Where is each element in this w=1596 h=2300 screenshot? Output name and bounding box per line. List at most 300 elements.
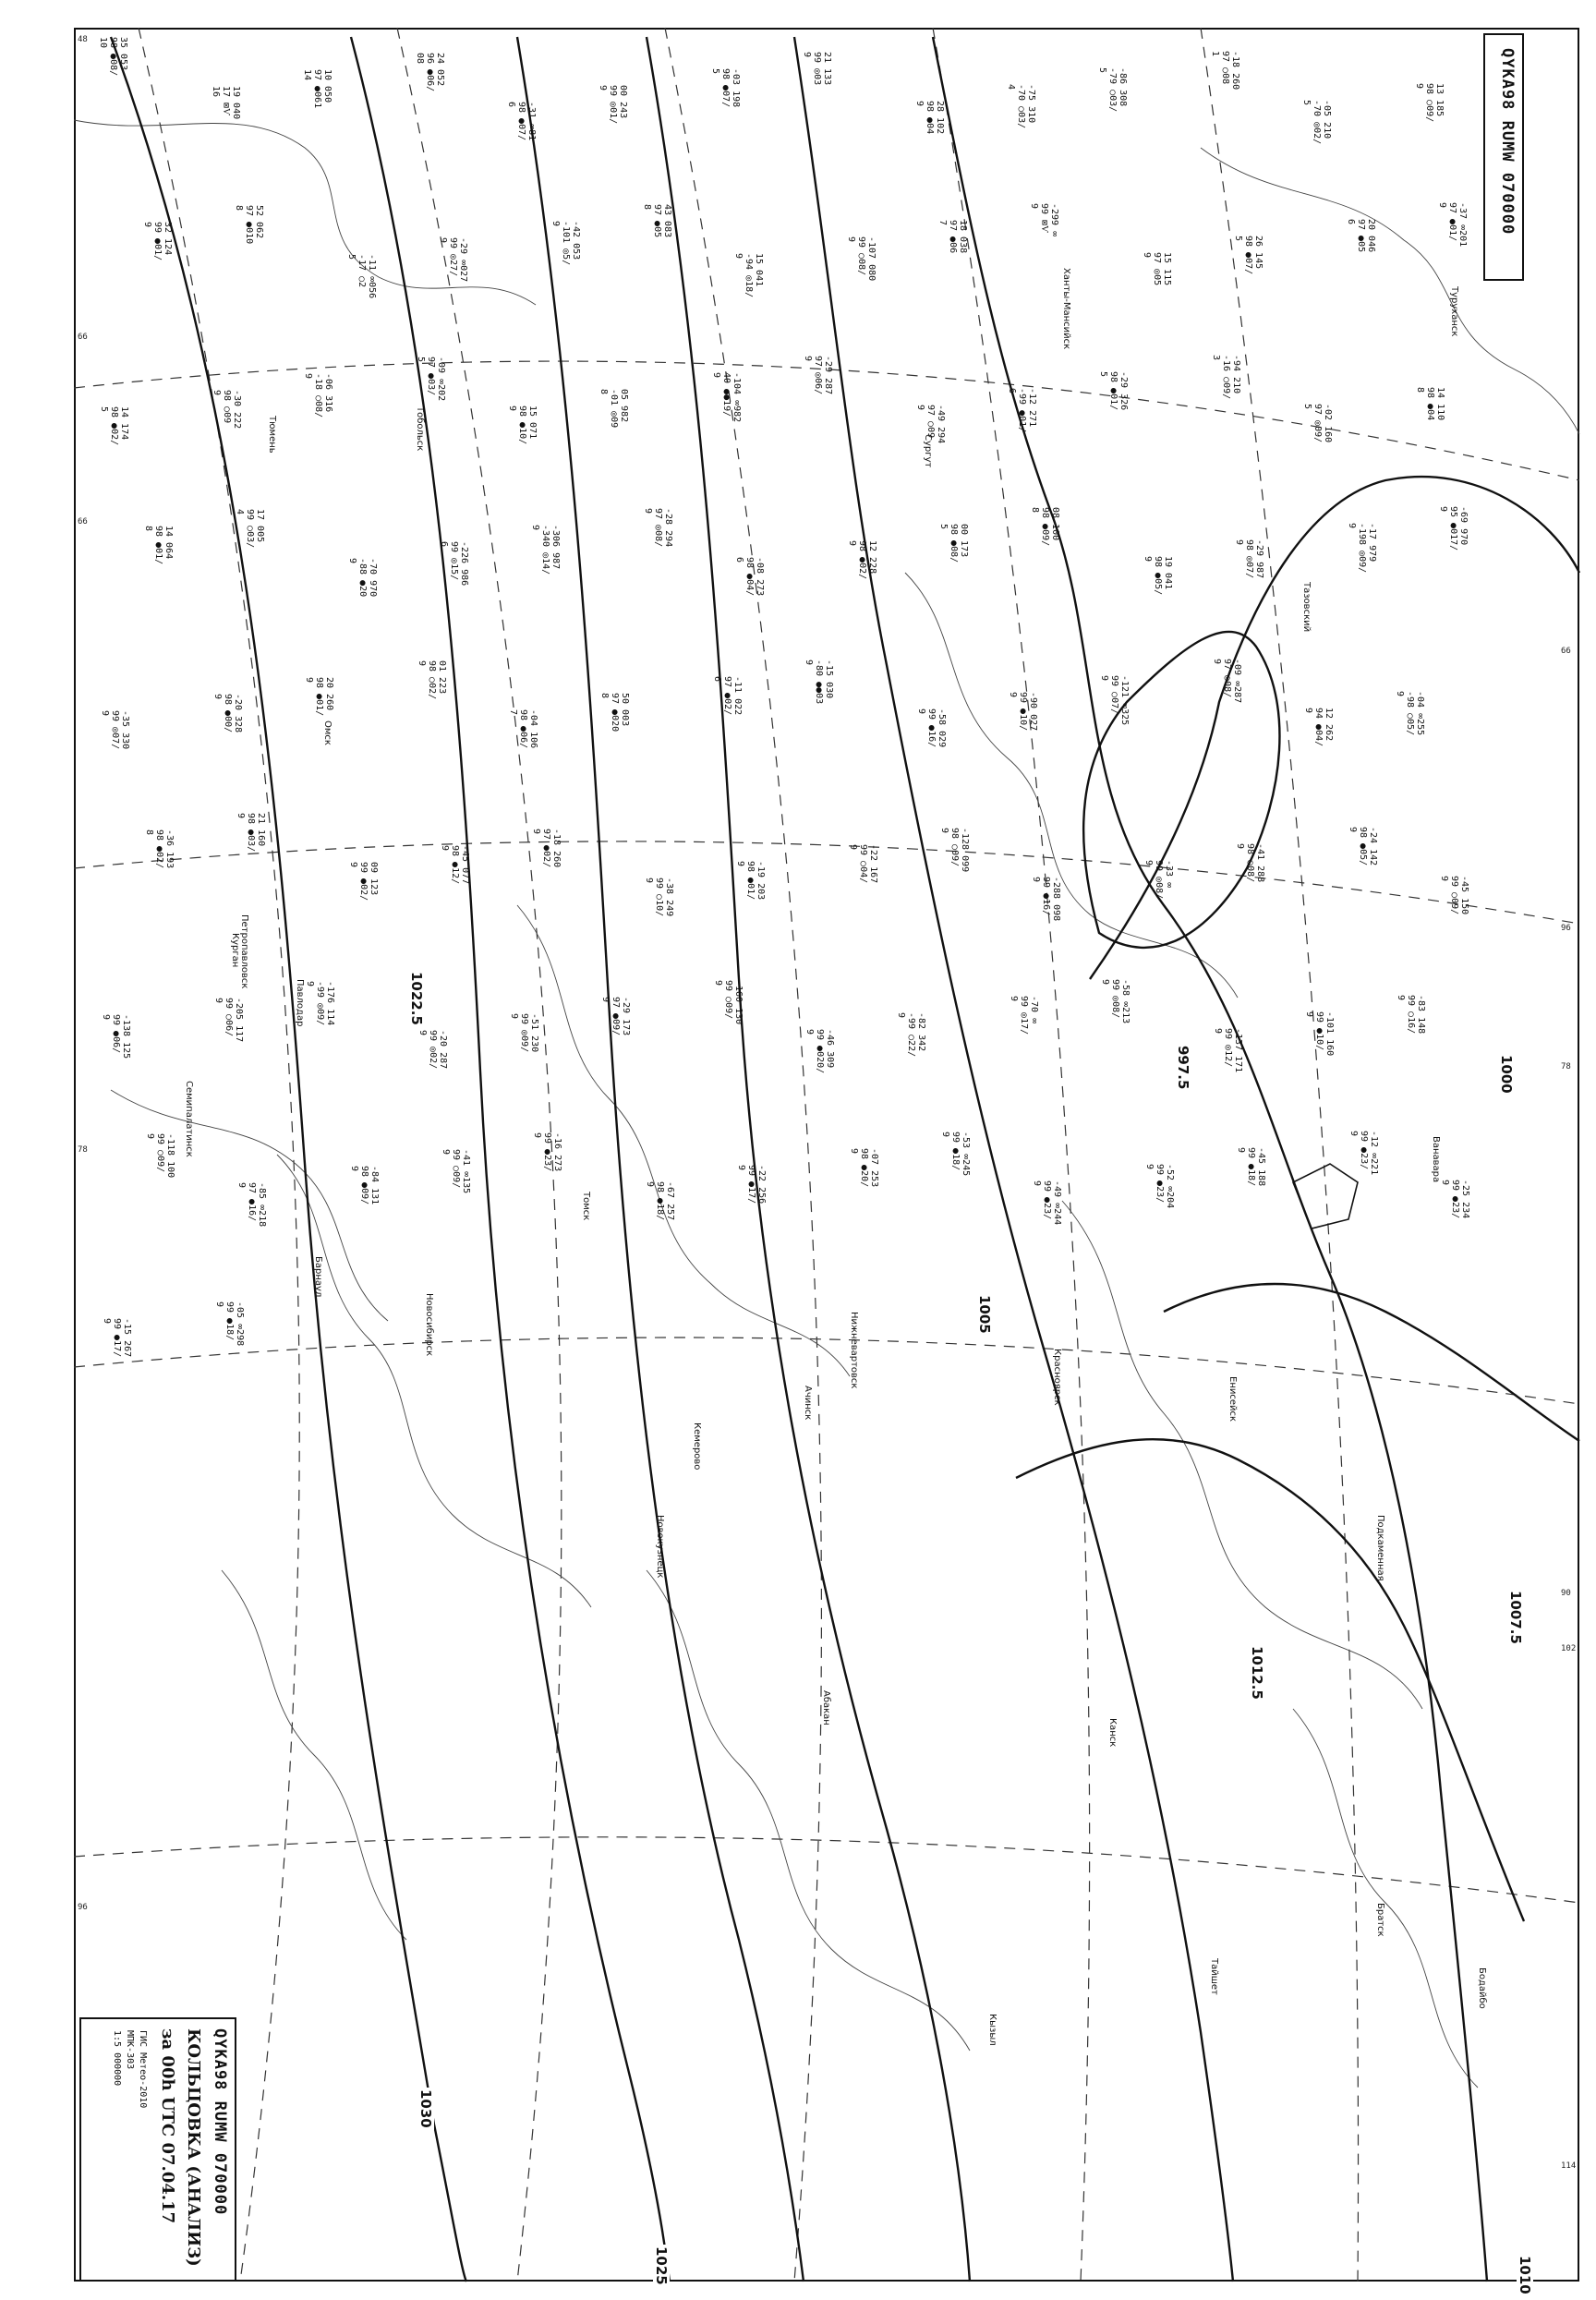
station-line: 9 — [1144, 1164, 1155, 1170]
city-label: Семипалатинск — [184, 1081, 194, 1157]
station-line: 9 — [1031, 877, 1041, 883]
station-plot — [439, 541, 469, 586]
station-line: -83 148 — [1416, 995, 1426, 1035]
station-line: 99 ●02/ — [358, 862, 369, 902]
station-line: 5 — [416, 357, 426, 363]
grid-number: 90 — [1561, 1589, 1571, 1598]
station-line: -29 173 — [621, 997, 631, 1036]
station-line: -98 ○05/ — [1405, 691, 1415, 736]
station-line: -70 ○03/ — [1016, 84, 1026, 129]
city-label: Абакан — [821, 1690, 831, 1725]
station-line: 97 ●05 — [652, 204, 662, 238]
station-line: 19 040 — [231, 86, 241, 120]
city-label: Канск — [1107, 1718, 1118, 1748]
station-line: 99 ●16/ — [926, 708, 937, 748]
station-line: 21 160 — [256, 813, 266, 847]
station-line: 15 041 — [754, 253, 764, 287]
station-line: 9 — [1396, 995, 1406, 1001]
station-plot — [236, 1182, 267, 1227]
station-line: 9 — [145, 1133, 155, 1140]
city-label: Бодайбо — [1477, 1967, 1487, 2009]
station-line: 9 — [1029, 203, 1039, 210]
station-line: -04 106 — [528, 709, 538, 749]
title-time: за 00h UTC 07.04.17 — [158, 2028, 177, 2224]
station-plot — [144, 829, 175, 868]
station-plot — [1213, 1028, 1243, 1072]
station-plot — [99, 406, 129, 445]
station-line: -160 130 — [733, 980, 744, 1025]
station-line: -58 029 — [937, 708, 947, 748]
station-line: 99 ●17/ — [746, 1165, 756, 1204]
station-line: 16 — [211, 86, 221, 98]
station-line: -94 210 — [1231, 355, 1241, 394]
station-line: -29 987 — [1254, 539, 1264, 579]
station-line: 8 — [1030, 507, 1040, 514]
station-line: 97 ●02/ — [541, 829, 551, 868]
station-line: -22 167 — [868, 844, 878, 884]
station-line: 9 — [804, 1029, 815, 1035]
station-line: -288 098 — [1051, 877, 1061, 922]
station-line: -17 979 — [1367, 523, 1377, 563]
station-line: -04 ∞255 — [1415, 691, 1425, 736]
station-line: 97 ◎05 — [1152, 252, 1162, 286]
station-line: 1 — [1210, 51, 1220, 57]
station-line: 98 ●00/ — [223, 694, 233, 733]
station-line: -52 ∞204 — [1165, 1164, 1175, 1209]
station-plot — [1212, 659, 1242, 703]
station-line: 98 ●08/ — [108, 37, 118, 77]
station-line: 9 — [347, 558, 357, 564]
station-line: 9 — [735, 861, 745, 867]
station-line: -58 ∞213 — [1120, 979, 1130, 1024]
header-code-box — [1483, 33, 1524, 281]
station-line: 9 — [1438, 506, 1448, 513]
station-line: 17 005 — [255, 509, 265, 543]
station-line: 8 — [598, 389, 609, 395]
station-line: -70 970 — [368, 558, 378, 598]
grid-number: 78 — [78, 1145, 88, 1155]
station-line: 99 ◎01/ — [608, 85, 618, 125]
station-line: 97 ●01/ — [1447, 202, 1457, 242]
station-line: 9 — [550, 221, 561, 227]
station-plot — [1395, 691, 1425, 735]
station-line: 99 ○09/ — [723, 980, 733, 1020]
station-line: -22 256 — [756, 1165, 767, 1204]
station-line: 9 — [440, 845, 450, 852]
station-line: 98 ○09 — [222, 390, 232, 424]
station-line: 08 — [415, 53, 425, 65]
station-line: 9 — [914, 101, 925, 107]
station-line: 9 — [1304, 1011, 1314, 1018]
station-line: 9 — [304, 677, 314, 684]
station-plot — [235, 509, 265, 548]
station-line: 3 — [1211, 355, 1221, 361]
station-line: -18 260 — [551, 829, 562, 868]
station-line: -101 ◎5/ — [561, 221, 571, 266]
station-line: -19 203 — [756, 861, 766, 901]
city-label: Новокузнецк — [655, 1515, 665, 1579]
station-plot — [599, 693, 630, 732]
station-line: -20 328 — [233, 694, 243, 733]
station-line: -94 ◎18/ — [744, 253, 754, 298]
station-line: -340 ◎14/ — [540, 525, 550, 575]
station-line: 10 — [98, 37, 108, 49]
station-plot — [302, 69, 332, 108]
station-line: 9 — [1414, 83, 1424, 90]
station-line: 9 — [803, 356, 813, 362]
station-line: 99 ●23/ — [1042, 1180, 1052, 1220]
station-line: 97 ●03/ — [426, 357, 436, 396]
station-line: 9 — [531, 829, 541, 835]
station-line: 98 ●01/ — [153, 526, 163, 565]
station-plot — [712, 676, 743, 715]
station-plot — [441, 1149, 471, 1193]
station-line: -31 ∞81 — [526, 102, 537, 141]
station-line: -02 160 — [1323, 404, 1333, 443]
station-line: 9 — [102, 1318, 112, 1325]
station-plot — [598, 85, 628, 124]
isobar-line — [1016, 1439, 1524, 1921]
station-line: 7 — [937, 220, 948, 226]
station-line: 99 ○08/ — [856, 236, 866, 276]
station-line: 5 — [938, 524, 949, 530]
station-line: 9 — [713, 980, 723, 987]
isobar-label: 1000 — [1498, 1055, 1515, 1094]
station-line: 97 ◎08/ — [653, 508, 663, 548]
station-line: 5 — [1301, 100, 1312, 106]
station-line: 12 262 — [1324, 708, 1334, 742]
station-line: -85 ∞218 — [257, 1182, 267, 1228]
station-line: 9 — [1439, 876, 1449, 882]
station-line: -45 150 — [1459, 876, 1469, 915]
station-plot — [1099, 675, 1130, 725]
station-line: 5 — [1233, 236, 1243, 242]
station-plot — [642, 204, 672, 237]
station-line: 9 — [349, 1166, 359, 1172]
station-line: 9 — [305, 981, 315, 987]
station-line: 97 ◎08/ — [1222, 659, 1232, 698]
station-plot — [710, 68, 741, 107]
station-line: 98 ●08/ — [949, 524, 959, 563]
station-line: 99 ●18/ — [950, 1132, 961, 1171]
station-line: 05 982 — [619, 389, 629, 423]
city-label: Омск — [322, 720, 332, 745]
station-line: 99 ●01/ — [152, 222, 163, 261]
station-plot — [508, 709, 538, 748]
city-label: Тайшет — [1209, 1958, 1219, 1995]
station-line: 9 — [532, 1132, 542, 1139]
station-line: 98 ●02/ — [154, 829, 164, 869]
station-line: 28 102 — [935, 101, 945, 135]
station-line: -11 022 — [732, 676, 743, 716]
station-plot — [1143, 556, 1173, 595]
station-line: -06 316 — [323, 373, 333, 413]
station-line: 32 124 — [163, 222, 173, 256]
station-line: -90 027 — [1028, 692, 1038, 732]
station-line: 14 174 — [119, 406, 129, 441]
station-line: -205 117 — [234, 998, 244, 1043]
station-line: -28 294 — [663, 508, 673, 548]
station-line: -198 ◎09/ — [1357, 523, 1367, 574]
station-line: 99 ◎15/ — [449, 541, 459, 581]
city-label: Красноярск — [1052, 1349, 1062, 1406]
station-line: 6 — [1346, 219, 1356, 225]
station-line: 9 — [916, 708, 926, 715]
station-line: -18 260 — [1230, 51, 1240, 91]
station-line: 9 — [1437, 202, 1447, 209]
station-line: 9 — [530, 525, 540, 531]
station-line: 9 — [214, 1301, 224, 1308]
station-plot — [304, 677, 334, 716]
station-plot — [346, 254, 377, 298]
station-line: -53 ∞245 — [961, 1132, 971, 1177]
station-line: 99 ◎17/ — [1019, 996, 1029, 1035]
station-line: 6 — [506, 102, 516, 108]
station-line: -07 253 — [869, 1148, 879, 1188]
city-label: Нижневартовск — [849, 1312, 859, 1389]
isobar-label: 1005 — [976, 1295, 993, 1334]
station-plot — [143, 526, 174, 564]
header-code: QYKA98 RUMW 070000 — [1498, 48, 1517, 236]
station-line: 9 — [1236, 1147, 1246, 1154]
station-line: 98 ●04/ — [744, 557, 755, 597]
station-line: 9 — [236, 813, 246, 819]
station-line: 98 ●18/ — [655, 1181, 665, 1221]
station-plot — [234, 205, 264, 244]
station-line: 8 — [234, 205, 244, 212]
city-label: Братск — [1375, 1903, 1385, 1937]
station-line: 9 — [643, 508, 653, 514]
station-line: 98 ○08/ — [1245, 843, 1255, 883]
station-line: 9 — [348, 862, 358, 868]
station-line: -15 267 — [122, 1318, 132, 1358]
station-line: 98 ○02/ — [427, 660, 437, 700]
station-line: -79 ○03/ — [1107, 67, 1118, 113]
station-line: 99 ●16/ — [1041, 877, 1051, 916]
station-plot — [914, 101, 945, 134]
station-line: -01 ◎09 — [609, 389, 619, 429]
station-line: 9 — [1100, 979, 1110, 986]
station-line: 98 ●10/ — [517, 406, 527, 445]
station-line: 50 003 — [620, 693, 630, 727]
station-plot — [1211, 355, 1241, 399]
station-line: 98 ○09/ — [949, 828, 960, 867]
station-line: 8 — [642, 204, 652, 211]
station-line: -128 099 — [960, 828, 970, 873]
station-line: 9 — [1212, 659, 1222, 665]
station-line: -82 342 — [916, 1012, 926, 1052]
station-line: -107 080 — [866, 236, 877, 282]
isobar-label: 997.5 — [1175, 1046, 1191, 1090]
station-line: 4 — [235, 509, 245, 515]
station-line: 15 115 — [1162, 252, 1172, 286]
station-line: -101 160 — [1324, 1011, 1335, 1057]
station-line: -99 ◎09/ — [315, 981, 325, 1026]
station-line: 99 ◎27/ — [448, 237, 458, 277]
station-line: 99 ○06/ — [224, 998, 234, 1037]
station-plot — [645, 1181, 675, 1220]
station-line: 99 ◎12/ — [1223, 1028, 1233, 1068]
station-plot — [438, 237, 468, 282]
station-plot — [938, 524, 969, 563]
station-line: 9 — [1347, 523, 1357, 529]
station-line: 00 243 — [618, 85, 628, 119]
grid-number: 66 — [1561, 647, 1571, 656]
station-line: 98 ●07/ — [1243, 236, 1253, 275]
station-line: -35 330 — [120, 710, 130, 750]
station-plot — [100, 710, 130, 749]
station-line: 94 ●04/ — [1313, 708, 1324, 747]
station-plot — [1143, 860, 1174, 899]
isobar-label: 1007.5 — [1507, 1591, 1524, 1644]
station-line: 9 — [849, 1148, 859, 1155]
station-plot — [713, 980, 744, 1024]
station-line: 9 — [1143, 860, 1154, 866]
station-plot — [733, 253, 764, 297]
station-line: 97 ●09/ — [611, 997, 621, 1036]
station-line: -25 234 — [1460, 1180, 1470, 1219]
station-line: 97 ●020 — [610, 693, 620, 732]
station-line: 09 123 — [369, 862, 379, 896]
station-plot — [102, 1318, 132, 1357]
station-line: 4 — [1006, 84, 1016, 91]
station-plot — [1210, 51, 1240, 90]
station-line: 9 — [847, 540, 857, 547]
station-plot — [236, 813, 266, 852]
station-line: 98 ●09/ — [1040, 507, 1050, 547]
station-line: 99 ○03/ — [245, 509, 255, 549]
station-plot — [211, 86, 241, 119]
station-plot — [101, 1014, 131, 1059]
city-label: Тюмень — [267, 416, 277, 454]
station-line: -88 ●20 — [357, 558, 368, 598]
station-line: -38 249 — [664, 878, 674, 917]
station-line: -37 ∞201 — [1457, 202, 1468, 248]
station-line: 99 ●10/ — [1314, 1011, 1324, 1051]
city-label: Петропавловск — [239, 914, 249, 989]
station-line: 97 ◎06/ — [813, 356, 823, 395]
isobar-label: 1030 — [417, 2089, 434, 2128]
station-plot — [1007, 388, 1037, 432]
station-line: -306 987 — [550, 525, 561, 570]
station-line: 97 ○09 — [925, 405, 936, 439]
station-line: 9 — [1235, 843, 1245, 850]
station-plot — [1396, 995, 1426, 1034]
station-line: 99 ●23/ — [1155, 1164, 1165, 1204]
city-label: Подкаменная — [1375, 1515, 1385, 1581]
station-line: 9 — [733, 253, 744, 260]
city-label: Ачинск — [803, 1386, 813, 1421]
title-name: КОЛЬЦОВКА (АНАЛИЗ) — [184, 2028, 203, 2267]
station-line: -16 ○09/ — [1221, 355, 1231, 400]
station-plot — [214, 1301, 245, 1346]
city-label: Кемерово — [692, 1422, 702, 1471]
city-label: Тобольск — [415, 406, 425, 452]
station-line: 9 — [1213, 1028, 1223, 1035]
station-line: 6 — [1007, 388, 1017, 394]
station-line: 98 ●05/ — [1153, 556, 1163, 596]
station-line: -99 ○22/ — [906, 1012, 916, 1058]
station-plot — [1144, 1164, 1175, 1208]
station-line: 97 ●05 — [1356, 219, 1366, 253]
station-line: 99 ◎02/ — [428, 1030, 438, 1070]
station-line: 9 — [1395, 691, 1405, 697]
station-line: 9 — [1234, 539, 1244, 546]
station-line: 99 ⊠Ѵ — [1039, 203, 1049, 234]
station-plot — [802, 52, 832, 85]
isobar-label: 1012.5 — [1249, 1646, 1265, 1700]
city-label: Кызыл — [987, 2014, 998, 2046]
station-line: 18 038 — [958, 220, 968, 254]
station-plot — [142, 222, 173, 260]
station-line: -46 309 — [825, 1029, 835, 1069]
station-line: 17 ⊠Ѵ — [221, 86, 231, 116]
station-line: 9 — [939, 828, 949, 834]
station-line: -24 142 — [1368, 827, 1378, 866]
station-plot — [1440, 1180, 1470, 1218]
station-plot — [213, 998, 244, 1042]
station-line: 9 — [1008, 692, 1018, 698]
station-line: 9 — [736, 1165, 746, 1171]
station-plot — [1234, 539, 1264, 578]
station-plot — [847, 540, 877, 579]
station-line: 99 ◎03 — [812, 52, 822, 86]
station-line: 99 ●23/ — [1450, 1180, 1460, 1219]
station-line: 5 — [1097, 67, 1107, 74]
station-line: -67 257 — [665, 1181, 675, 1221]
station-line: 98 ●03/ — [246, 813, 256, 853]
station-plot — [1142, 252, 1172, 285]
station-line: 9 — [213, 998, 224, 1004]
station-line: 99 ○09/ — [155, 1133, 165, 1173]
station-line: 9 — [142, 222, 152, 228]
station-plot — [804, 1029, 835, 1073]
station-line: 5 — [346, 254, 357, 260]
station-plot — [644, 878, 674, 916]
station-line: 14 110 — [1435, 387, 1445, 421]
station-line: 01 223 — [437, 660, 447, 695]
station-plot — [849, 1148, 879, 1187]
station-plot — [1302, 404, 1333, 442]
station-line: 99 ●10/ — [1018, 692, 1028, 732]
grid-number: 78 — [1561, 1062, 1571, 1071]
station-line: 9 — [1143, 556, 1153, 563]
station-line: -70 ◎02/ — [1312, 100, 1322, 145]
station-plot — [415, 53, 445, 91]
station-line: 20 260 — [324, 677, 334, 711]
city-label: Туруханск — [1449, 286, 1459, 337]
station-line: 98 ●04 — [1425, 387, 1435, 421]
station-line: 9 — [848, 844, 858, 851]
station-line: 97 ○08 — [1220, 51, 1230, 85]
station-line: -99 ●01/ — [1017, 388, 1027, 433]
station-line: -226 986 — [459, 541, 469, 587]
isobar-label: 1022.5 — [408, 972, 425, 1025]
graticule-line — [74, 1837, 1579, 1903]
station-line: -137 171 — [1233, 1028, 1243, 1073]
station-plot — [1414, 83, 1445, 122]
station-line: 43 083 — [662, 204, 672, 238]
station-line: 98 ●02/ — [857, 540, 867, 580]
station-plot — [1030, 507, 1060, 546]
station-line: 19 041 — [1163, 556, 1173, 590]
station-line: 96 ●06/ — [425, 53, 435, 92]
river-line — [222, 1570, 406, 1940]
station-line: 98 ●06/ — [518, 709, 528, 749]
station-line: 97 ●02/ — [722, 676, 732, 716]
station-line: 10 050 — [322, 69, 332, 103]
station-line: -12 271 — [1027, 388, 1037, 428]
